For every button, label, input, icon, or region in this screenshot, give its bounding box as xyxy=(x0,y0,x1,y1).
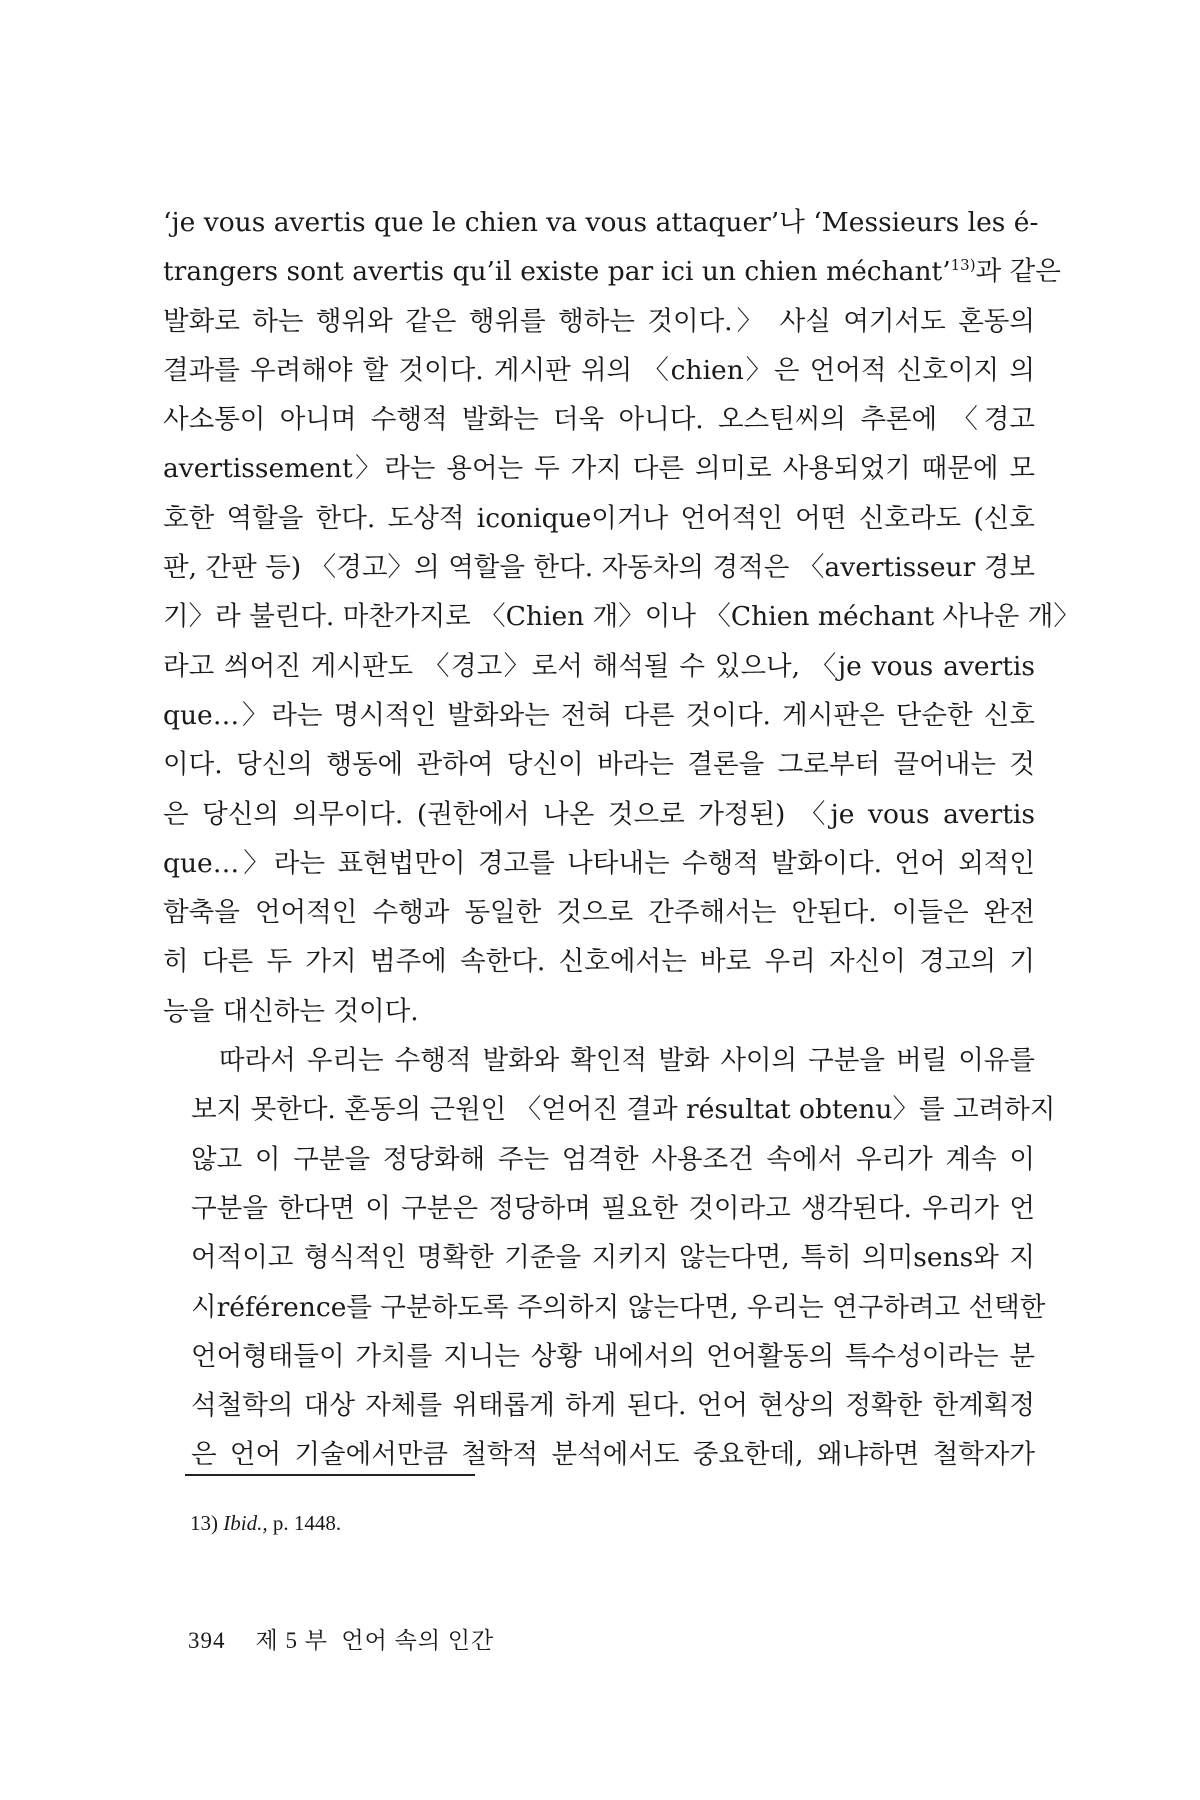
text-line: que…〉라는 명시적인 발화와는 전혀 다른 것이다. 게시판은 단순한 신호 xyxy=(163,699,1035,731)
text-line: 따라서 우리는 수행적 발화와 확인적 발화 사이의 구분을 버릴 이유를 xyxy=(219,1045,1035,1077)
text-line xyxy=(163,247,1061,296)
line-text: trangers sont avertis qu’il existe par ici un chien méchant’ xyxy=(163,256,951,288)
body-text xyxy=(163,198,1080,1480)
text-line: ‘je vous avertis que le chien va vous attaquer’나 ‘Messieurs les é- xyxy=(163,207,1039,238)
section-title: 제 5 부 언어 속의 인간 xyxy=(255,1628,495,1653)
text-line: 기〉라 불린다. 마찬가지로 〈Chien 개〉이나 〈Chien méchant 사나운 개〉 xyxy=(163,601,1080,633)
text-line: 어적이고 형식적인 명확한 기준을 지키지 않는다면, 특히 의미sens와 지 xyxy=(191,1242,1035,1274)
text-line: 능을 대신하는 것이다. xyxy=(163,995,419,1027)
text-line: 발화로 하는 행위와 같은 행위를 행하는 것이다.〉 사실 여기서도 혼동의 xyxy=(163,305,1035,337)
text-line: 은 언어 기술에서만큼 철학적 분석에서도 중요한데, 왜냐하면 철학자가 xyxy=(191,1439,1035,1471)
text-line: 판, 간판 등) 〈경고〉의 역할을 한다. 자동차의 경적은 〈avertisseur 경보 xyxy=(163,552,1035,584)
footnote-number: 13) xyxy=(190,1511,218,1535)
text-line: 구분을 한다면 이 구분은 정당하며 필요한 것이라고 생각된다. 우리가 언 xyxy=(191,1192,1035,1224)
text-line: 언어형태들이 가치를 지니는 상황 내에서의 언어활동의 특수성이라는 분 xyxy=(191,1340,1035,1372)
text-line: 함축을 언어적인 수행과 동일한 것으로 간주해서는 안된다. 이들은 완전 xyxy=(163,897,1035,929)
footnote-ref: 13) xyxy=(950,256,976,275)
text-line: 않고 이 구분을 정당화해 주는 엄격한 사용조건 속에서 우리가 계속 이 xyxy=(191,1143,1035,1175)
text-line: avertissement〉라는 용어는 두 가지 다른 의미로 사용되었기 때문에 모 xyxy=(163,453,1035,485)
paragraph-2 xyxy=(163,1036,1056,1480)
text-line: 이다. 당신의 행동에 관하여 당신이 바라는 결론을 그로부터 끌어내는 것 xyxy=(163,749,1035,781)
footnote xyxy=(190,1508,341,1538)
text-line: 은 당신의 의무이다. (권한에서 나온 것으로 가정된) 〈je vous avertis xyxy=(163,798,1035,830)
page-number: 394 xyxy=(188,1628,226,1653)
paragraph-1 xyxy=(163,198,1080,1036)
text-line: 결과를 우려해야 할 것이다. 게시판 위의 〈chien〉은 언어적 신호이지 의 xyxy=(163,354,1035,386)
text-line: que…〉라는 표현법만이 경고를 나타내는 수행적 발화이다. 언어 외적인 xyxy=(163,847,1035,879)
line-text-tail: 과 같은 xyxy=(975,256,1061,288)
footnote-text: p. 1448. xyxy=(267,1511,342,1535)
page-footer xyxy=(188,1624,494,1658)
footnote-italic: Ibid., xyxy=(223,1511,268,1535)
footnote-divider xyxy=(185,1474,475,1476)
text-line: 보지 못한다. 혼동의 근원인 〈얻어진 결과 résultat obtenu〉를 고려하지 xyxy=(191,1094,1056,1126)
text-line: 석철학의 대상 자체를 위태롭게 하게 된다. 언어 현상의 정확한 한계획정 xyxy=(191,1390,1035,1422)
text-line: 시référence를 구분하도록 주의하지 않는다면, 우리는 연구하려고 선택한 xyxy=(191,1291,1046,1323)
text-line: 히 다른 두 가지 범주에 속한다. 신호에서는 바로 우리 자신이 경고의 기 xyxy=(163,946,1035,978)
text-line: 사소통이 아니며 수행적 발화는 더욱 아니다. 오스틴씨의 추론에 〈경고 xyxy=(163,404,1035,436)
text-line: 호한 역할을 한다. 도상적 iconique이거나 언어적인 어떤 신호라도 (신호 xyxy=(163,502,1035,534)
text-line: 라고 씌어진 게시판도 〈경고〉로서 해석될 수 있으나, 〈je vous avertis xyxy=(163,650,1035,682)
